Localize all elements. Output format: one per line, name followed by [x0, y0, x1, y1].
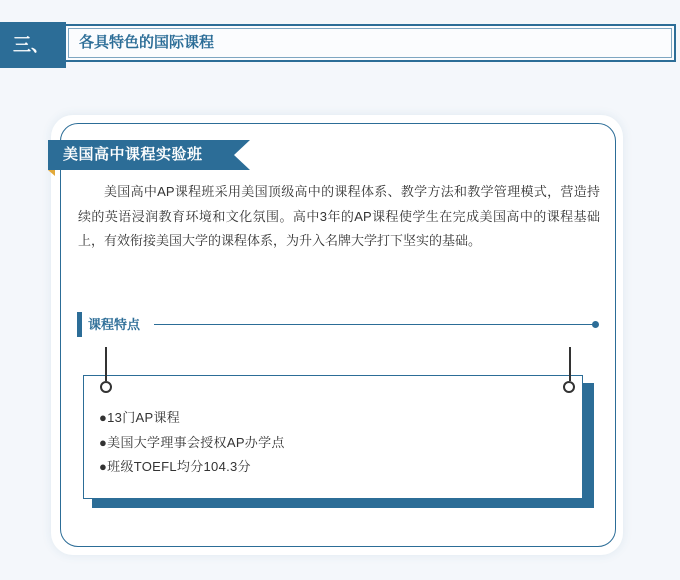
heading-bar: [77, 312, 82, 337]
program-description: 美国高中AP课程班采用美国顶级高中的课程体系、教学方法和教学管理模式，营造持续的英语浸润教育环境和文化氛围。高中3年的AP课程使学生在完成美国高中的课程基础上，有效衔接美国大学的课程体系，为升入名牌大学打下坚实的基础。: [78, 184, 600, 248]
feature-item: ●班级TOEFL均分104.3分: [99, 459, 251, 474]
features-heading: [77, 312, 600, 338]
feature-item: ●13门AP课程: [99, 410, 181, 425]
feature-item: ●美国大学理事会授权AP办学点: [99, 434, 285, 450]
hanger-line-left: [105, 347, 107, 381]
section-number: 三、: [0, 22, 66, 68]
section-header: [0, 22, 680, 68]
ribbon-fold-corner: [48, 170, 55, 176]
program-title: 美国高中课程实验班: [63, 146, 203, 163]
heading-divider: [154, 324, 594, 325]
section-title-frame: [64, 24, 676, 62]
hanger-ring-right: [563, 381, 575, 393]
features-title: 课程特点: [88, 317, 141, 332]
features-list: [99, 406, 285, 480]
hanger-ring-left: [100, 381, 112, 393]
hanger-line-right: [569, 347, 571, 381]
section-title: 各具特色的国际课程: [79, 34, 215, 51]
divider-end-dot: [592, 321, 599, 328]
program-ribbon: [48, 140, 250, 170]
